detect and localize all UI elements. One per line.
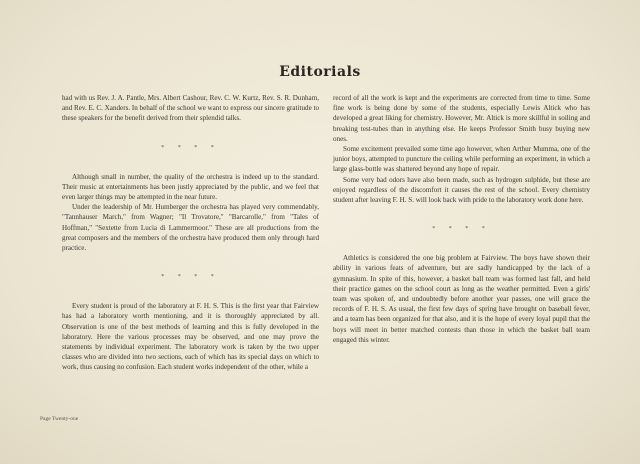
paragraph-orchestra-pieces: Under the leadership of Mr. Humberger the orchestra has played very commendably, "Tannhauser March," from Wagner; "Il Trovatore," "Barcarolle," from "Tales of Hoffman," "Sextette from Lucia di Lammermoor." These are all productions from the great composers and the members of the orchestra have produced them only through hard practice. xyxy=(62,203,319,253)
left-column xyxy=(62,93,319,373)
paragraph-lab-odors: Some very bad odors have also been made, such as hydrogen sulphide, but these are enjoyed regardless of the discomfort it causes the rest of the school. Every chemistry student after leaving F. H. S. will look back with pride to the laboratory work done here. xyxy=(333,175,590,205)
paragraph-orchestra: Although small in number, the quality of the orchestra is indeed up to the standard. Their music at entertainments has been justly appreciated by the public, and we feel that even larger things may be attempted in the near future. xyxy=(62,172,319,202)
section-divider: * * * * xyxy=(432,226,491,233)
section-divider: * * * * xyxy=(161,274,220,281)
paragraph-athletics: Athletics is considered the one big problem at Fairview. The boys have shown their ability in various feats of adventure, but are sadly handicapped by the lack of a gymnasium. In spite of this, however, a basket ball team was formed last fall, and held their practice games on the school court as long as the weather permitted. Even a girls' team was spoken of, and undoubtedly before another year passes, one will grace the records of F. H. S. As usual, the first few days of spring have brought on baseball fever, and a team has been organized for that also, and it is the hope of every loyal pupil that the boys will meet in better matched contests than those in which the basket ball team engaged this winter. xyxy=(333,254,590,344)
paragraph-lab-records: record of all the work is kept and the experiments are corrected from time to time. Some fine work is being done by some of the students, especially Lewis Altick who has developed a great liking for chemistry. However, Mr. Altick is more skillful in soiling and breaking test-tubes than in anything else. He keeps Professor Smith busy buying new ones. xyxy=(333,94,590,143)
right-column xyxy=(333,93,590,345)
section-divider: * * * * xyxy=(161,144,220,151)
paragraph-laboratory: Every student is proud of the laboratory at F. H. S. This is the first year that Fairview has had a laboratory worth mentioning, and it is thoroughly appreciated by all. Observation is one of the best methods of learning and this is fully developed in the laboratory. Here the various processes may be observed, and one may prove the statements by individual experiment. The laboratory work is taken by the two upper classes who are divided into two sections, each of which has its special days on which to work, thus causing no confusion. Each student works independent of the other, while a xyxy=(62,302,319,372)
page-title: Editorials xyxy=(279,64,361,80)
paragraph-speakers: had with us Rev. J. A. Pantle, Mrs. Albert Cashour, Rev. C. W. Kurtz, Rev. S. R. Dunham, and Rev. E. C. Xanders. In behalf of the school we want to express our sincere gratitude to these speakers for the benefit derived from their splendid talks. xyxy=(62,94,320,123)
page-number: Page Twenty-one xyxy=(40,416,79,422)
paragraph-lab-excitement: Some excitement prevailed some time ago however, when Arthur Mumma, one of the junior boys, attempted to puncture the ceiling while performing an experiment, in which a large glass-bottle was shattered beyond any hope of repair. xyxy=(333,145,590,174)
